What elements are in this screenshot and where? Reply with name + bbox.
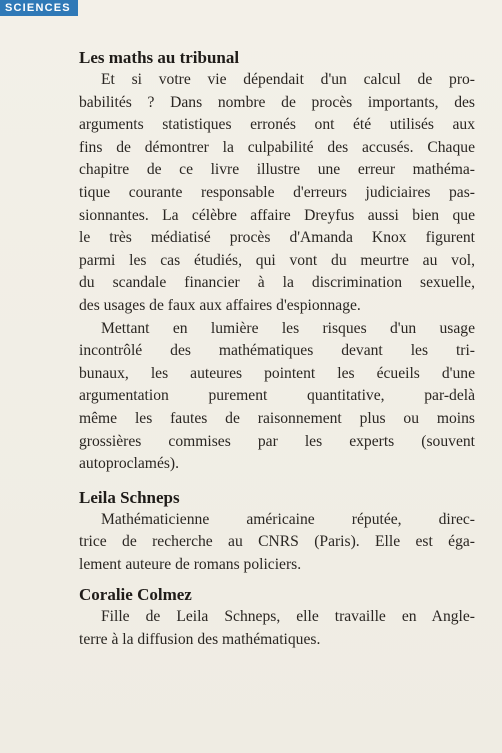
summary-paragraph-2 bbox=[79, 318, 475, 476]
article-content bbox=[79, 47, 475, 652]
text-line: Mathématicienne américaine réputée, direc- bbox=[101, 510, 475, 528]
book-title: Les maths au tribunal bbox=[79, 48, 240, 67]
text-line: fins de démontrer la culpabilité des accusés. Chaque bbox=[79, 138, 475, 156]
text-line: bunaux, les auteures pointent les écueils d'une bbox=[79, 364, 475, 382]
author-name: Coralie Colmez bbox=[79, 585, 192, 605]
text-line: des usages de faux aux affaires d'espionnage. bbox=[79, 296, 361, 314]
text-line: autoproclamés). bbox=[79, 455, 180, 473]
text-line: parmi les cas étudiés, qui vont du meurtre au vol, bbox=[79, 251, 475, 269]
text-line: Mettant en lumière les risques d'un usage bbox=[101, 319, 475, 337]
author-bio bbox=[79, 509, 475, 577]
spacer bbox=[79, 476, 475, 487]
text-line: chapitre de ce livre illustre une erreur mathéma- bbox=[79, 161, 475, 179]
author-name: Leila Schneps bbox=[79, 487, 180, 507]
text-line: Fille de Leila Schneps, elle travaille en Angle- bbox=[101, 608, 475, 626]
text-line: terre à la diffusion des mathématiques. bbox=[79, 631, 321, 649]
text-line: argumentation purement quantitative, par-delà bbox=[79, 387, 475, 405]
text-line: tique courante responsable d'erreurs judiciaires pas- bbox=[79, 183, 475, 201]
summary-paragraph-1 bbox=[79, 69, 475, 318]
text-line: Et si votre vie dépendait d'un calcul de pro- bbox=[101, 71, 475, 88]
spacer bbox=[79, 576, 475, 584]
author-bio bbox=[79, 606, 475, 651]
text-line: du scandale financier à la discrimination sexuelle, bbox=[79, 274, 475, 292]
text-line: sionnantes. La célèbre affaire Dreyfus aussi bien que bbox=[79, 206, 475, 224]
text-line: babilités ? Dans nombre de procès importants, des bbox=[79, 93, 475, 111]
text-line: arguments statistiques erronés ont été utilisés aux bbox=[79, 116, 475, 134]
text-line: le très médiatisé procès d'Amanda Knox figurent bbox=[79, 229, 475, 247]
text-line: grossières commises par les experts (souvent bbox=[79, 432, 475, 450]
text-line: incontrôlé des mathématiques devant les tri- bbox=[79, 342, 475, 360]
text-line: trice de recherche au CNRS (Paris). Elle est éga- bbox=[79, 533, 475, 551]
text-line: lement auteure de romans policiers. bbox=[79, 555, 302, 573]
text-line: même les fautes de raisonnement plus ou moins bbox=[79, 409, 475, 427]
section-badge: SCIENCES bbox=[0, 0, 78, 16]
